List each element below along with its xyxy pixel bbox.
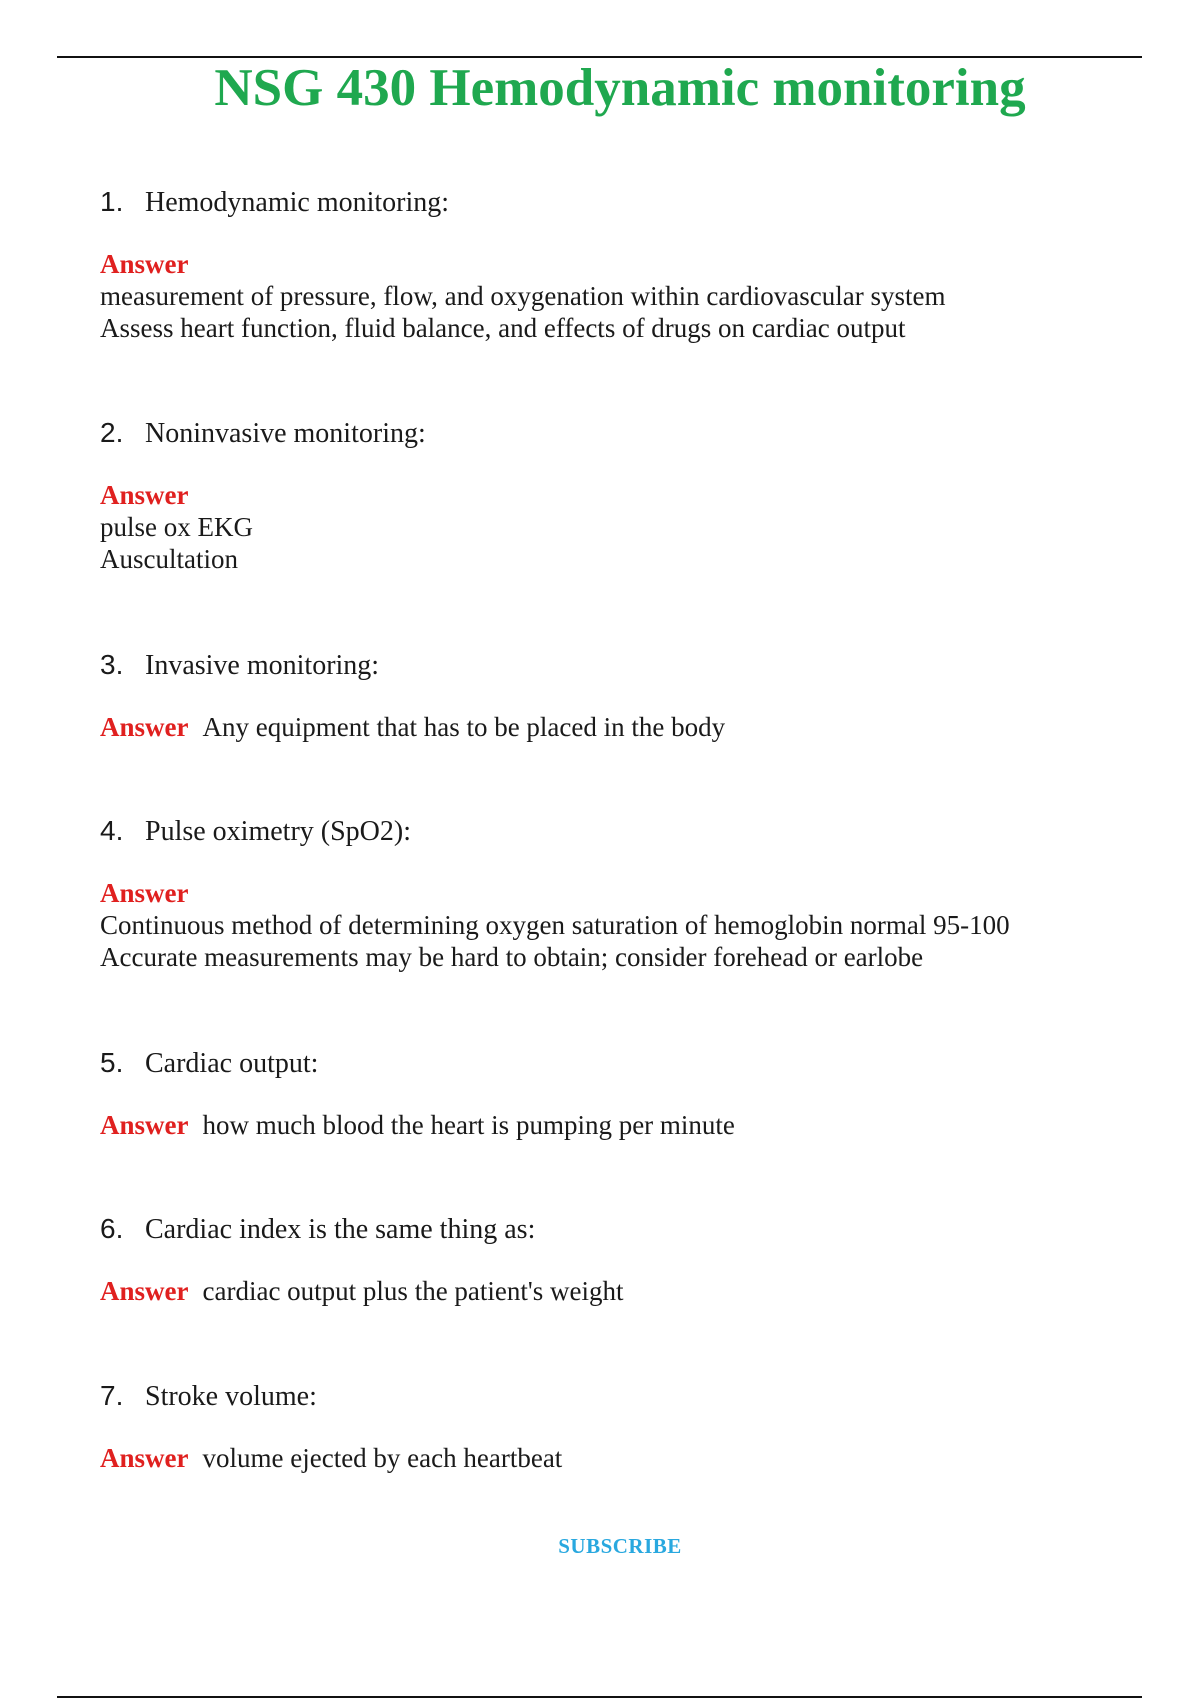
answer-line: Continuous method of determining oxygen saturation of hemoglobin normal 95-100 bbox=[100, 910, 1010, 940]
question bbox=[100, 185, 1100, 220]
question-number: 6. bbox=[100, 1213, 124, 1244]
question-text: Noninvasive monitoring: bbox=[145, 418, 426, 449]
question-text: Stroke volume: bbox=[145, 1381, 317, 1412]
answer-block bbox=[100, 479, 1100, 575]
question-number: 2. bbox=[100, 417, 124, 448]
answer-block bbox=[100, 877, 1100, 973]
question-number: 3. bbox=[100, 649, 124, 680]
question-text: Invasive monitoring: bbox=[145, 650, 380, 681]
answer-label: Answer bbox=[100, 1443, 189, 1473]
qa-item-4 bbox=[100, 814, 1100, 973]
question-number: 5. bbox=[100, 1047, 124, 1078]
subscribe-link[interactable]: SUBSCRIBE bbox=[558, 1534, 682, 1558]
question bbox=[100, 814, 1100, 849]
answer-text: cardiac output plus the patient's weight bbox=[202, 1276, 624, 1306]
answer-block bbox=[100, 1109, 1100, 1141]
answer-line: measurement of pressure, flow, and oxygenation within cardiovascular system bbox=[100, 281, 946, 311]
answer-label: Answer bbox=[100, 1110, 189, 1140]
answer-label: Answer bbox=[100, 878, 189, 908]
answer-block bbox=[100, 248, 1100, 344]
answer-label: Answer bbox=[100, 249, 189, 279]
answer-line: Auscultation bbox=[100, 544, 238, 574]
answer-label: Answer bbox=[100, 1276, 189, 1306]
answer-line: Assess heart function, fluid balance, and effects of drugs on cardiac output bbox=[100, 313, 906, 343]
qa-item-6 bbox=[100, 1212, 1100, 1307]
qa-item-2 bbox=[100, 416, 1100, 575]
question bbox=[100, 1212, 1100, 1247]
qa-item-7 bbox=[100, 1379, 1100, 1474]
question-text: Hemodynamic monitoring: bbox=[145, 187, 450, 218]
qa-item-5 bbox=[100, 1046, 1100, 1141]
bottom-rule bbox=[57, 1696, 1142, 1698]
qa-item-1 bbox=[100, 185, 1100, 344]
answer-block bbox=[100, 1275, 1100, 1307]
question bbox=[100, 648, 1100, 683]
answer-line: Accurate measurements may be hard to obtain; consider forehead or earlobe bbox=[100, 942, 924, 972]
question-number: 1. bbox=[100, 186, 124, 217]
question bbox=[100, 1379, 1100, 1414]
qa-item-3 bbox=[100, 648, 1100, 743]
answer-line: pulse ox EKG bbox=[100, 512, 253, 542]
answer-block bbox=[100, 711, 1100, 743]
question bbox=[100, 416, 1100, 451]
answer-text: Any equipment that has to be placed in the body bbox=[202, 712, 726, 742]
page-title: NSG 430 Hemodynamic monitoring bbox=[214, 59, 1026, 117]
question-text: Cardiac index is the same thing as: bbox=[145, 1214, 536, 1245]
question bbox=[100, 1046, 1100, 1081]
answer-text: how much blood the heart is pumping per minute bbox=[202, 1110, 735, 1140]
question-number: 4. bbox=[100, 815, 124, 846]
answer-text: volume ejected by each heartbeat bbox=[202, 1443, 563, 1473]
answer-block bbox=[100, 1442, 1100, 1474]
question-text: Pulse oximetry (SpO2): bbox=[145, 816, 411, 847]
question-text: Cardiac output: bbox=[145, 1048, 319, 1079]
question-number: 7. bbox=[100, 1380, 124, 1411]
answer-label: Answer bbox=[100, 480, 189, 510]
answer-label: Answer bbox=[100, 712, 189, 742]
